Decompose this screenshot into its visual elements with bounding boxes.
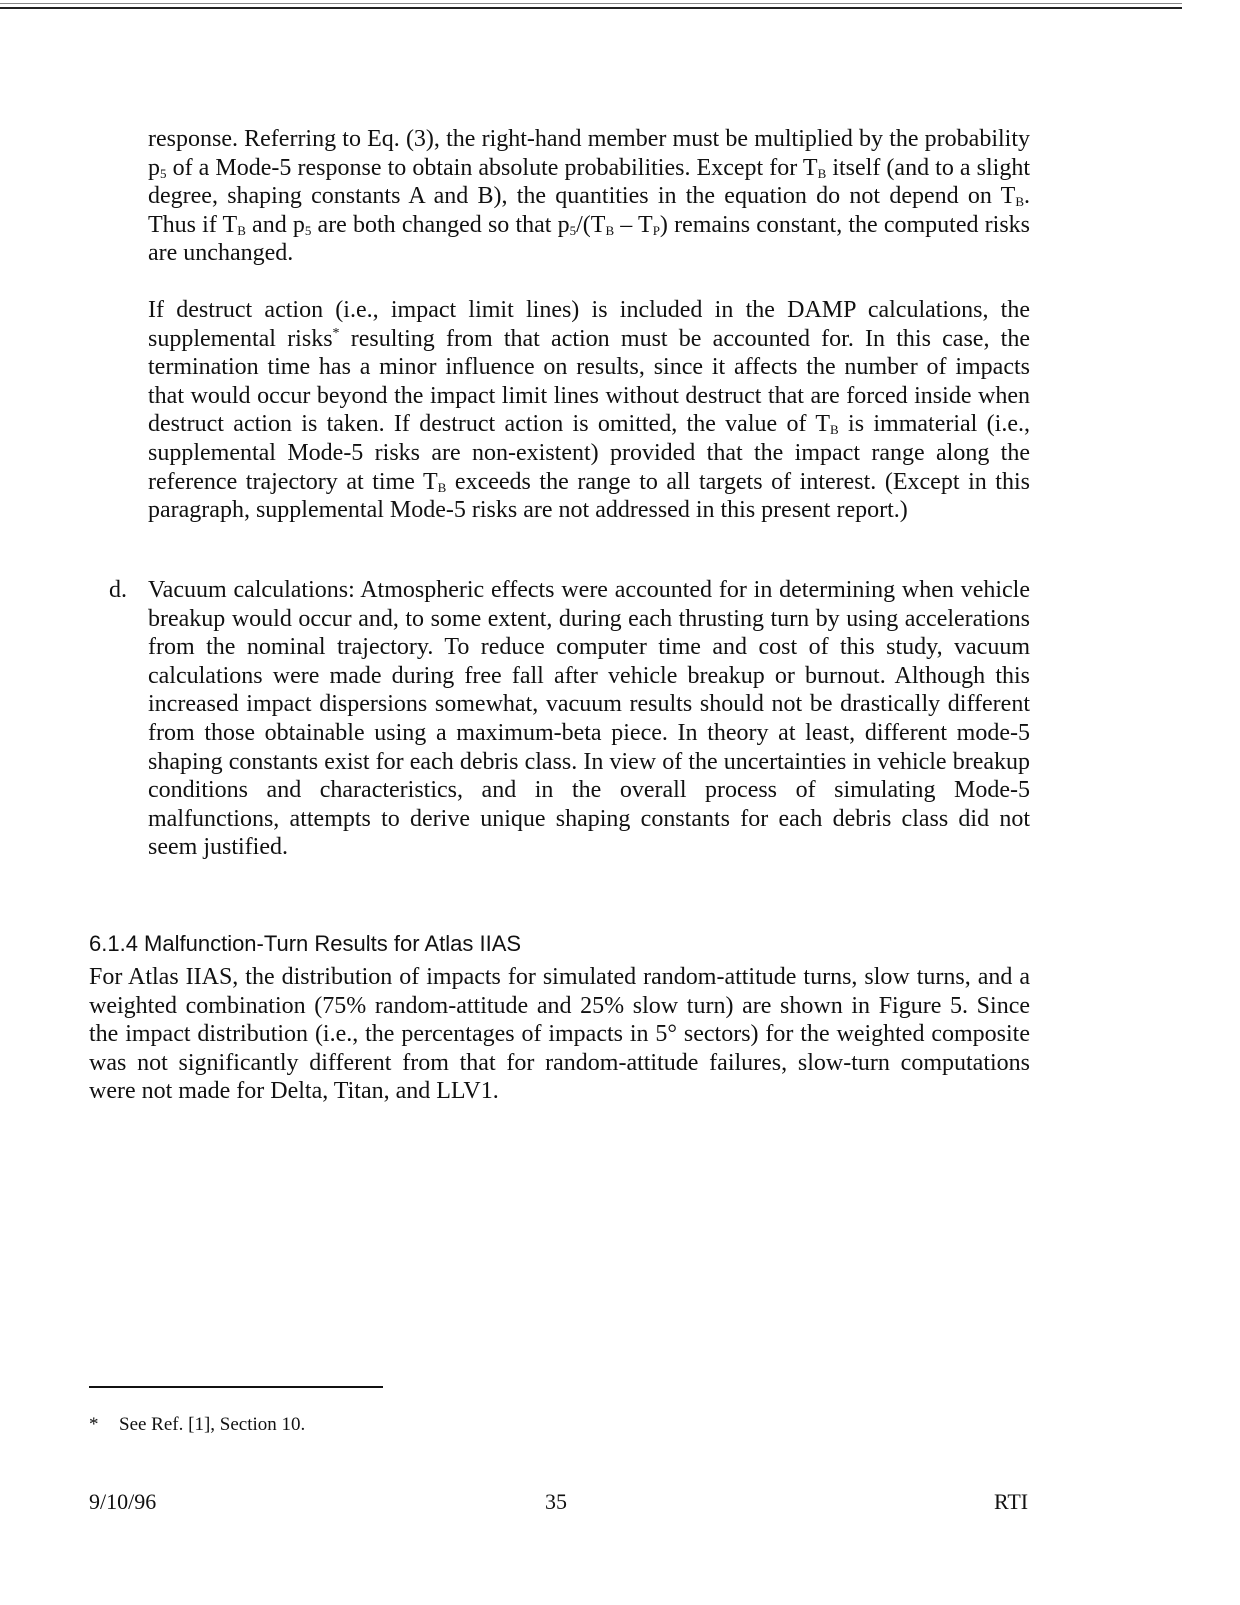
text-span: of a Mode-5 response to obtain absolute probabilities. Except for T bbox=[166, 154, 818, 181]
subscript: B bbox=[237, 222, 246, 238]
text-span: If destruct action (i.e., impact limit lines) is included in the DAMP calculations, the supplemental risks bbox=[148, 297, 1030, 352]
text-span: response. Referring to Eq. (3), the right-hand member must be multiplied by the probability p bbox=[148, 126, 1030, 181]
footer-date: 9/10/96 bbox=[89, 1489, 157, 1514]
subscript: B bbox=[817, 165, 827, 181]
page-number: 35 bbox=[545, 1489, 567, 1514]
text-span: are both changed so that p bbox=[311, 211, 570, 238]
footnote-text: See Ref. [1], Section 10. bbox=[119, 1414, 306, 1435]
footer-org: RTI bbox=[994, 1489, 1029, 1514]
subscript: 5 bbox=[304, 222, 312, 238]
subscript: P bbox=[652, 222, 660, 238]
section-heading: 6.1.4 Malfunction-Turn Results for Atlas IIAS bbox=[89, 931, 522, 956]
list-marker-d: d. bbox=[109, 577, 127, 603]
text-span: and p bbox=[245, 211, 305, 238]
text-span: resulting from that action must be accounted for. In this case, the termination time has a minor influence on results, since it affects the number of impacts that would occur beyond the impact limit lines without destruct that are forced inside when destruct action is taken. If destruct action is omitted, the value of T bbox=[148, 325, 1030, 438]
subscript: 5 bbox=[160, 165, 167, 181]
text-span: exceeds the range to all targets of interest. (Except in this paragraph, supplemental Mode-5 risks are not addressed in this present report.) bbox=[148, 468, 1030, 524]
top-rule-thin bbox=[0, 3, 1182, 4]
text-span: itself (and to a slight degree, shaping constants A and B), the quantities in the equation do not depend on T bbox=[148, 154, 1031, 210]
text-span: is immaterial (i.e., supplemental Mode-5 risks are non-existent) provided that the impact range along the reference trajectory at time T bbox=[148, 411, 1030, 495]
subscript: B bbox=[1015, 194, 1024, 210]
footnote bbox=[89, 1414, 305, 1436]
text-span: – T bbox=[614, 211, 653, 238]
text-span: . Thus if T bbox=[148, 183, 1030, 238]
text-span: /(T bbox=[576, 211, 606, 238]
text-span: ) remains constant, the computed risks are unchanged. bbox=[148, 211, 1030, 267]
paragraph-atlas-results: For Atlas IIAS, the distribution of impacts for simulated random-attitude turns, slow turns, and a weighted combination (75% random-attitude and 25% slow turn) are shown in Figure 5. Since the impact distribution (i.e., the percentages of impacts in 5° sectors) for the weighted composite was not significantly different from that for random-attitude failures, slow-turn computations were not made for Delta, Titan, and LLV1. bbox=[89, 964, 1030, 1105]
footnote-marker: * bbox=[89, 1414, 99, 1435]
paragraph-destruct-action bbox=[148, 296, 1030, 525]
footnote-reference: * bbox=[332, 325, 340, 341]
subscript: B bbox=[605, 222, 615, 238]
footnote-rule bbox=[89, 1386, 383, 1388]
subscript: B bbox=[830, 422, 839, 438]
subscript: B bbox=[437, 479, 447, 495]
paragraph-mode5-response bbox=[148, 125, 1030, 268]
paragraph-vacuum-calculations: Vacuum calculations: Atmospheric effects were accounted for in determining when vehicle breakup would occur and, to some extent, during each thrusting turn by using accelerations from the nominal trajectory. To reduce computer time and cost of this study, vacuum calculations were made during free fall after vehicle breakup or burnout. Although this increased impact dispersions somewhat, vacuum results should not be drastically different from those obtainable using a maximum-beta piece. In theory at least, different mode-5 shaping constants exist for each debris class. In view of the uncertainties in vehicle breakup conditions and characteristics, and in the overall process of simulating Mode-5 malfunctions, attempts to derive unique shaping constants for each debris class did not seem justified. bbox=[148, 577, 1030, 861]
top-rule bbox=[0, 7, 1182, 9]
subscript: 5 bbox=[569, 222, 577, 238]
